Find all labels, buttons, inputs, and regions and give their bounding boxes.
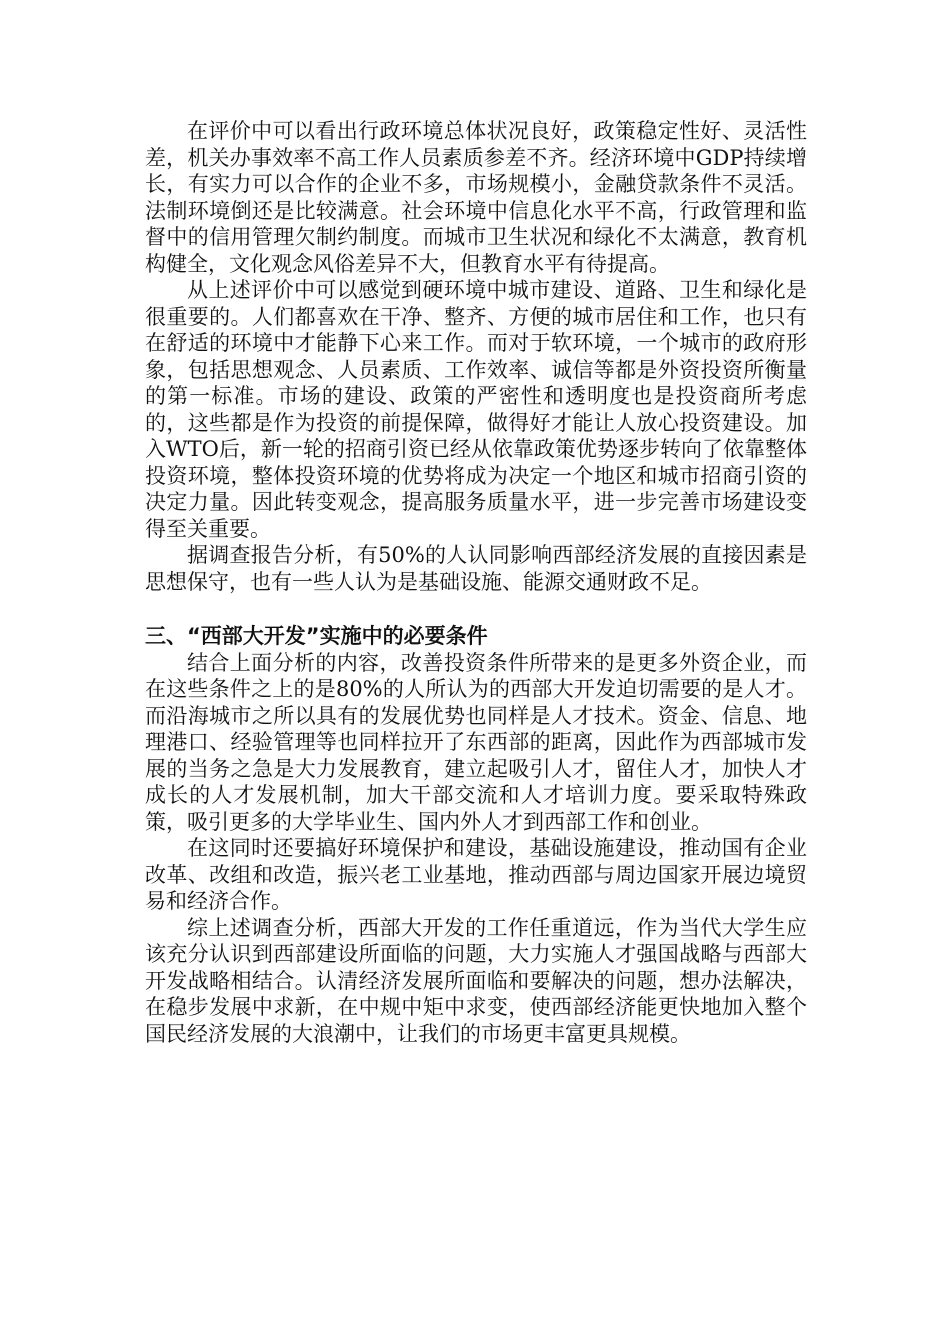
paragraph-hard-soft-environment: 从上述评价中可以感觉到硬环境中城市建设、道路、卫生和绿化是很重要的。人们都喜欢在干净、整齐、方便的城市居住和工作，也只有在舒适的环境中才能静下心来工作。而对于软环境，一个城市的政府形象，包括思想观念、人员素质、工作效率、诚信等都是外资投资所衡量的第一标准。市场的建设、政策的严密性和透明度也是投资商所考虑的，这些都是作为投资的前提保障，做得好才能让人放心投资建设。加入WTO后，新一轮的招商引资已经从依靠政策优势逐步转向了依靠整体投资环境，整体投资环境的优势将成为决定一个地区和城市招商引资的决定力量。因此转变观念，提高服务质量水平，进一步完善市场建设变得至关重要。 <box>145 278 807 541</box>
paragraph-environment-evaluation: 在评价中可以看出行政环境总体状况良好，政策稳定性好、灵活性差，机关办事效率不高工作人员素质参差不齐。经济环境中GDP持续增长，有实力可以合作的企业不多，市场规模小，金融贷款条件不灵活。法制环境倒还是比较满意。社会环境中信息化水平不高，行政管理和监督中的信用管理欠制约制度。而城市卫生状况和绿化不太满意，教育机构健全，文化观念风俗差异不大，但教育水平有待提高。 <box>145 119 807 276</box>
paragraph-survey-analysis: 据调查报告分析，有50%的人认同影响西部经济发展的直接因素是思想保守，也有一些人认为是基础设施、能源交通财政不足。 <box>145 543 807 594</box>
paragraph-infrastructure: 在这同时还要搞好环境保护和建设，基础设施建设，推动国有企业改革、改组和改造，振兴老工业基地，推动西部与周边国家开展边境贸易和经济合作。 <box>145 836 807 913</box>
document-body <box>145 118 807 1047</box>
paragraph-talent-needs: 结合上面分析的内容，改善投资条件所带来的是更多外资企业，而在这些条件之上的是80%的人所认为的西部大开发迫切需要的是人才。而沿海城市之所以具有的发展优势也同样是人才技术。资金、信息、地理港口、经验管理等也同样拉开了东西部的距离，因此作为西部城市发展的当务之急是大力发展教育，建立起吸引人才，留住人才，加快人才成长的人才发展机制，加大干部交流和人才培训力度。要采取特殊政策，吸引更多的大学毕业生、国内外人才到西部工作和创业。 <box>145 650 807 834</box>
paragraph-conclusion: 综上述调查分析，西部大开发的工作任重道远，作为当代大学生应该充分认识到西部建设所面临的问题，大力实施人才强国战略与西部大开发战略相结合。认清经济发展所面临和要解决的问题，想办法解决，在稳步发展中求新，在中规中矩中求变，使西部经济能更快地加入整个国民经济发展的大浪潮中，让我们的市场更丰富更具规模。 <box>145 915 807 1046</box>
section-spacer <box>145 595 807 623</box>
section-heading: 三、“西部大开发”实施中的必要条件 <box>145 624 488 648</box>
